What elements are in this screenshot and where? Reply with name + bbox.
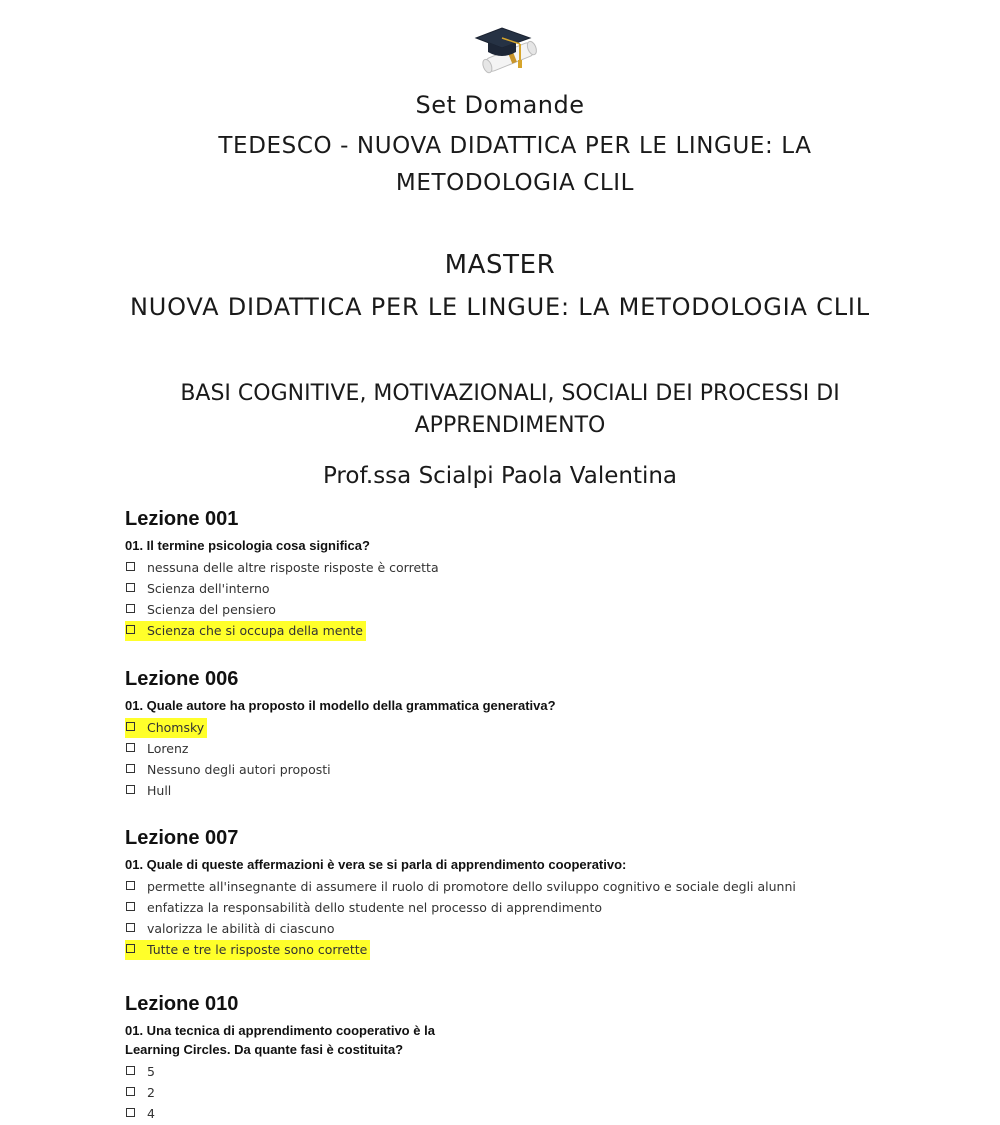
answer-label: 4 (147, 1106, 155, 1121)
answer-option[interactable] (125, 558, 885, 575)
answer-option[interactable] (125, 877, 885, 894)
answer-option[interactable] (125, 898, 885, 915)
master-label: MASTER (444, 250, 556, 280)
checkbox-icon[interactable] (126, 785, 135, 794)
checkbox-icon[interactable] (126, 583, 135, 592)
answer-list (125, 558, 885, 638)
professor-name: Prof.ssa Scialpi Paola Valentina (322, 463, 678, 489)
answer-label: Nessuno degli autori proposti (147, 762, 331, 777)
checkbox-icon[interactable] (126, 902, 135, 911)
answer-option[interactable] (125, 1083, 885, 1100)
answer-label: permette all'insegnante di assumere il ruolo di promotore dello sviluppo cognitivo e sociale degli alunni (147, 879, 796, 894)
checkbox-icon[interactable] (126, 1108, 135, 1117)
answer-list (125, 877, 885, 957)
answer-label: enfatizza la responsabilità dello studente nel processo di apprendimento (147, 900, 603, 915)
answer-label: Scienza del pensiero (147, 602, 276, 617)
answer-option[interactable] (125, 579, 885, 596)
graduation-cap-diploma-icon (470, 22, 546, 76)
subject-title: BASI COGNITIVE, MOTIVAZIONALI, SOCIALI DEI PROCESSI DI APPRENDIMENTO (180, 381, 840, 438)
answer-option[interactable] (125, 1104, 885, 1121)
question-text-line-2: Learning Circles. Da quante fasi è costituita? (125, 1042, 404, 1057)
checkbox-icon[interactable] (126, 722, 135, 731)
answer-label: Chomsky (147, 720, 205, 735)
answer-option-correct[interactable] (125, 718, 885, 735)
checkbox-icon[interactable] (126, 944, 135, 953)
lesson-section (125, 506, 885, 642)
checkbox-icon[interactable] (126, 562, 135, 571)
master-name: NUOVA DIDATTICA PER LE LINGUE: LA METODOLOGIA CLIL (130, 293, 870, 321)
answer-label: Hull (147, 783, 172, 798)
answer-option[interactable] (125, 600, 885, 617)
answer-option[interactable] (125, 739, 885, 756)
answer-option[interactable] (125, 760, 885, 777)
checkbox-icon[interactable] (126, 743, 135, 752)
checkbox-icon[interactable] (126, 1087, 135, 1096)
answer-label: 2 (147, 1085, 155, 1100)
checkbox-icon[interactable] (126, 1066, 135, 1075)
answer-option[interactable] (125, 781, 885, 798)
lesson-title: Lezione 007 (125, 827, 239, 849)
answer-option-correct[interactable] (125, 621, 885, 638)
course-title: TEDESCO - NUOVA DIDATTICA PER LE LINGUE: LA METODOLOGIA CLIL (218, 133, 812, 196)
lesson-section (125, 991, 885, 1125)
answer-label: Scienza dell'interno (147, 581, 270, 596)
answer-label: nessuna delle altre risposte risposte è corretta (147, 560, 439, 575)
lesson-section (125, 825, 885, 961)
answer-label: 5 (147, 1064, 155, 1079)
answer-label: Tutte e tre le risposte sono corrette (147, 942, 368, 957)
checkbox-icon[interactable] (126, 625, 135, 634)
answer-option[interactable] (125, 1062, 885, 1079)
answer-label: Lorenz (147, 741, 189, 756)
answer-option-correct[interactable] (125, 940, 885, 957)
answer-list (125, 718, 885, 798)
checkbox-icon[interactable] (126, 881, 135, 890)
set-title: Set Domande (415, 91, 585, 119)
checkbox-icon[interactable] (126, 764, 135, 773)
question-text-line-1: 01. Una tecnica di apprendimento cooperativo è la (125, 1023, 435, 1038)
question-text: 01. Quale di queste affermazioni è vera se si parla di apprendimento cooperativo: (125, 857, 627, 872)
answer-label: valorizza le abilità di ciascuno (147, 921, 335, 936)
lesson-title: Lezione 001 (125, 508, 239, 530)
lesson-title: Lezione 006 (125, 668, 239, 690)
question-text: 01. Quale autore ha proposto il modello della grammatica generativa? (125, 698, 556, 713)
answer-list (125, 1062, 885, 1121)
checkbox-icon[interactable] (126, 604, 135, 613)
lesson-title: Lezione 010 (125, 993, 239, 1015)
answer-label: Scienza che si occupa della mente (147, 623, 363, 638)
answer-option[interactable] (125, 919, 885, 936)
checkbox-icon[interactable] (126, 923, 135, 932)
question-text: 01. Il termine psicologia cosa significa? (125, 538, 370, 553)
lesson-section (125, 666, 885, 802)
